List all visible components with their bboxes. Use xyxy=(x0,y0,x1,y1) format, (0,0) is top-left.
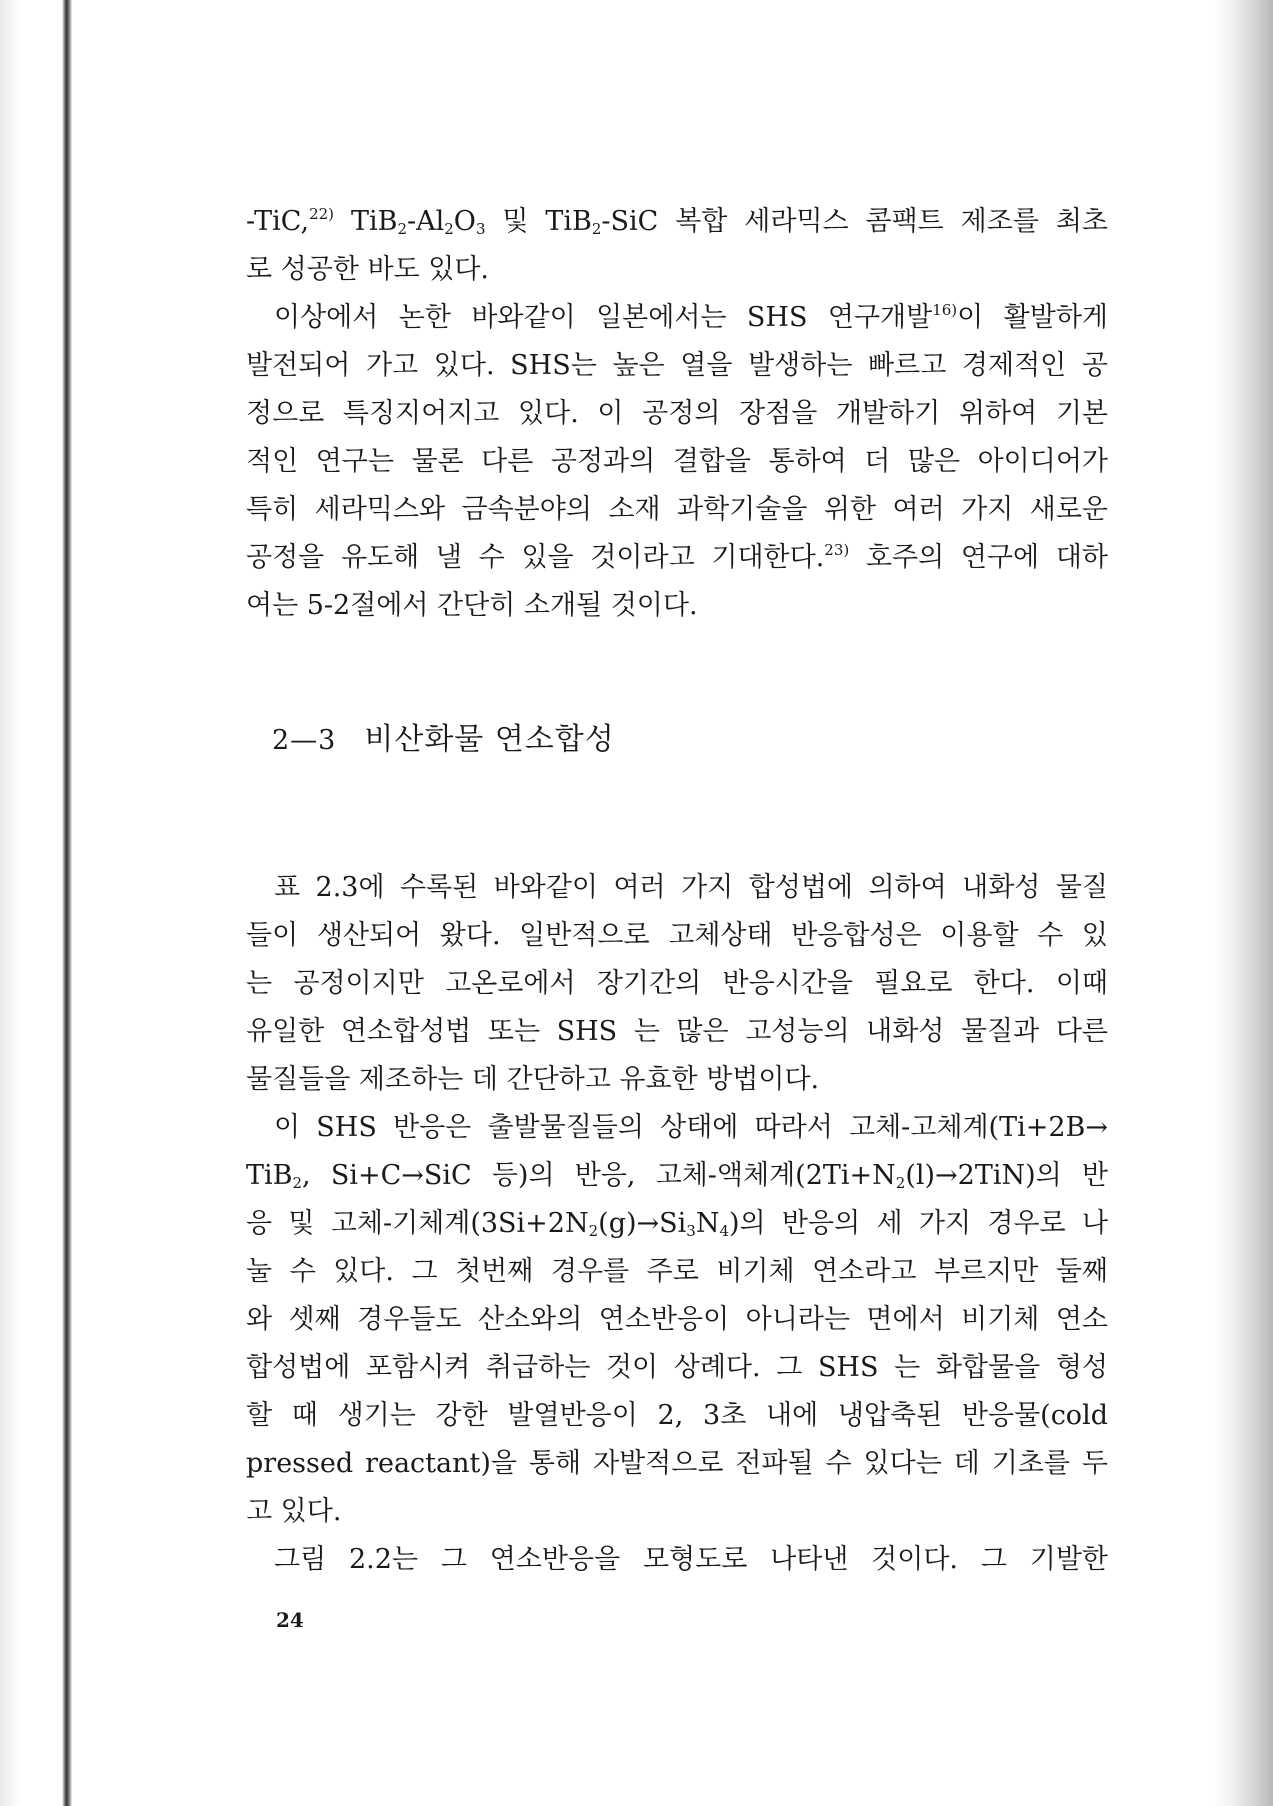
page-left-edge xyxy=(0,0,72,1806)
text-line: 와 셋째 경우들도 산소와의 연소반응이 아니라는 면에서 비기체 연소 xyxy=(246,1304,1108,1335)
text-line: 표 2.3에 수록된 바와같이 여러 가지 합성법에 의하여 내화성 물질 xyxy=(274,872,1108,903)
text-line: 적인 연구는 물론 다른 공정과의 결합을 통하여 더 많은 아이디어가 xyxy=(246,446,1108,477)
text-line: 그림 2.2는 그 연소반응을 모형도로 나타낸 것이다. 그 기발한 xyxy=(274,1544,1108,1575)
paragraph-block-1 xyxy=(246,198,1108,630)
text-line: 이상에서 논한 바와같이 일본에서는 SHS 연구개발$^{16)}$이 활발하게 xyxy=(274,301,1108,333)
page-number: 24 xyxy=(276,1608,304,1632)
text-line: 유일한 연소합성법 또는 SHS 는 많은 고성능의 내화성 물질과 다른 xyxy=(246,1016,1108,1047)
text-line: 공정을 유도해 낼 수 있을 것이라고 기대한다.$^{23)}$ 호주의 연구에 대하 xyxy=(246,541,1108,573)
text-line: 발전되어 가고 있다. SHS는 높은 열을 발생하는 빠르고 경제적인 공 xyxy=(246,350,1108,381)
text-line: 물질들을 제조하는 데 간단하고 유효한 방법이다. xyxy=(246,1064,820,1095)
section-heading xyxy=(272,720,615,761)
text-line: 응 및 고체-기체계$(3Si+2N_2(g)\to Si_3N_4)$의 반응의 세 가지 경우로 나 xyxy=(246,1208,1108,1240)
text-line: 눌 수 있다. 그 첫번째 경우를 주로 비기체 연소라고 부르지만 둘째 xyxy=(246,1256,1108,1287)
text-line: 여는 5-2절에서 간단히 소개될 것이다. xyxy=(246,590,698,621)
text-line: 고 있다. xyxy=(246,1496,342,1527)
text-line: 특히 세라믹스와 금속분야의 소재 과학기술을 위한 여러 가지 새로운 xyxy=(246,494,1108,525)
text-line: 합성법에 포함시켜 취급하는 것이 상례다. 그 SHS 는 화합물을 형성 xyxy=(246,1352,1108,1383)
paragraph-block-2 xyxy=(246,864,1108,1584)
text-line: 들이 생산되어 왔다. 일반적으로 고체상태 반응합성은 이용할 수 있 xyxy=(246,920,1108,951)
text-line: 이 SHS 반응은 출발물질들의 상태에 따라서 고체-고체계(Ti+2B→ xyxy=(274,1112,1108,1143)
text-line: -TiC,$^{22)}$ $TiB_2-Al_2O_3$ 및 TiB$_2$-SiC 복합 세라믹스 콤팩트 제조를 최초 xyxy=(246,205,1108,238)
text-line: 할 때 생기는 강한 발열반응이 2, 3초 내에 냉압축된 반응물(cold xyxy=(246,1400,1108,1431)
section-title: 비산화물 연소합성 xyxy=(364,722,615,757)
page-right-shadow xyxy=(1213,0,1273,1806)
text-line: 정으로 특징지어지고 있다. 이 공정의 장점을 개발하기 위하여 기본 xyxy=(246,398,1108,429)
section-number: 2—3 xyxy=(272,725,337,756)
text-line: pressed reactant)을 통해 자발적으로 전파될 수 있다는 데 기초를 두 xyxy=(246,1448,1108,1479)
text-line: 로 성공한 바도 있다. xyxy=(246,254,489,285)
text-line: TiB$_2$, Si+C→SiC 등)의 반응, 고체-액체계$(2Ti+N_2(l)\to 2TiN)$의 반 xyxy=(246,1160,1108,1192)
text-line: 는 공정이지만 고온로에서 장기간의 반응시간을 필요로 한다. 이때 xyxy=(246,968,1108,999)
